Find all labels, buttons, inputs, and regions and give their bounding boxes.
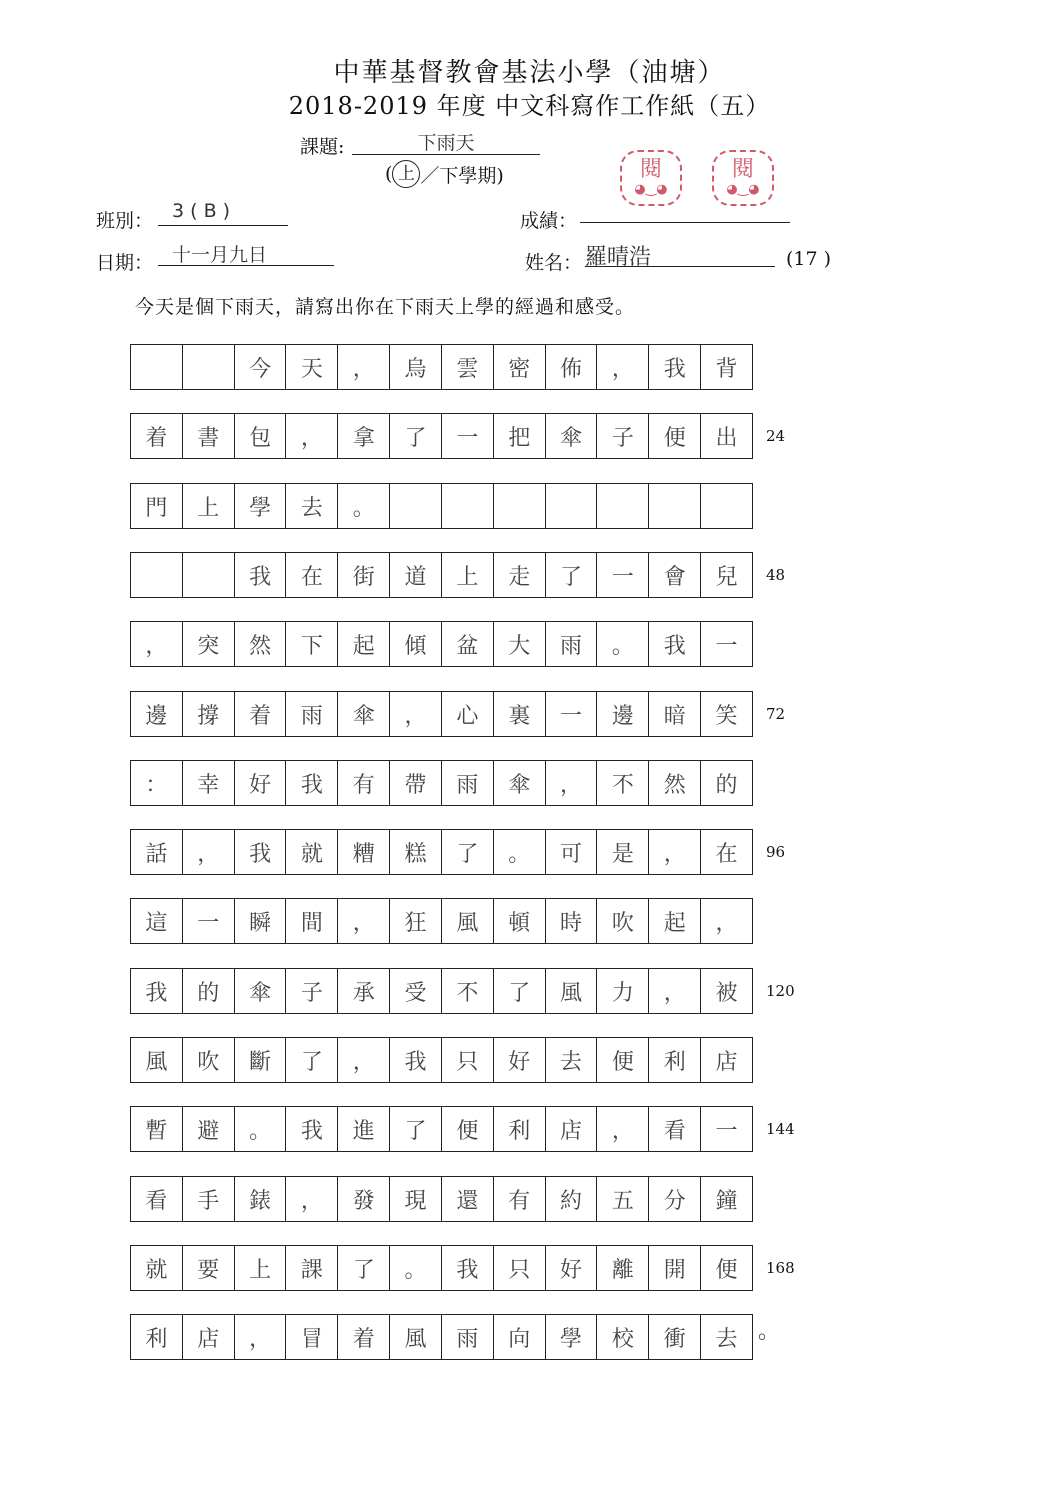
grid-cell: 裏	[494, 692, 546, 736]
grid-cell: 。	[338, 484, 390, 528]
word-count-marker: 48	[766, 566, 786, 584]
grid-cell	[131, 345, 183, 389]
grid-row	[130, 621, 753, 667]
topic-value: 下雨天	[352, 128, 540, 155]
grid-cell: 邊	[131, 692, 183, 736]
grid-cell: 邊	[597, 692, 649, 736]
grid-cell: 盆	[442, 622, 494, 666]
grid-cell: 看	[131, 1177, 183, 1221]
grid-cell: 傘	[338, 692, 390, 736]
grid-cell: 的	[715, 772, 738, 798]
grid-cell: ，	[597, 345, 649, 389]
grid-cell	[494, 484, 546, 528]
grid-cell: 我	[286, 761, 338, 805]
grid-cell: 傾	[390, 622, 442, 666]
grid-cell: 看	[649, 1107, 701, 1151]
grid-cell: ，	[183, 830, 235, 874]
grid-cell: 大	[494, 622, 546, 666]
grid-cell: 五	[597, 1177, 649, 1221]
grid-cell: 在	[286, 553, 338, 597]
grade-label: 成績：	[520, 210, 578, 232]
grid-cell: 分	[649, 1177, 701, 1221]
grid-cell	[183, 345, 235, 389]
grid-cell: 。	[597, 622, 649, 666]
grid-row	[130, 968, 753, 1014]
grid-cell: 約	[546, 1177, 598, 1221]
grid-cell: 有	[338, 761, 390, 805]
grid-cell: 一	[715, 1118, 738, 1144]
grid-cell: 笑	[715, 703, 738, 729]
grid-cell: 的	[183, 969, 235, 1013]
grid-cell: 店	[715, 1049, 738, 1075]
grid-cell: 在	[715, 841, 738, 867]
grid-cell: 好	[546, 1246, 598, 1290]
grid-cell: ，	[390, 692, 442, 736]
grid-row	[130, 1176, 753, 1222]
trailing-period: 。	[758, 1319, 781, 1344]
grid-cell: ，	[286, 414, 338, 458]
grid-cell: 糕	[390, 830, 442, 874]
grid-cell: ，	[649, 830, 701, 874]
grid-cell: 了	[546, 553, 598, 597]
grid-cell: 就	[286, 830, 338, 874]
grid-cell: 去	[286, 484, 338, 528]
grid-cell	[131, 553, 183, 597]
term-line	[385, 160, 504, 188]
term-rest: ／下學期)	[420, 164, 504, 187]
grid-cell: 撐	[183, 692, 235, 736]
grid-cell: 手	[183, 1177, 235, 1221]
grid-cell: 糟	[338, 830, 390, 874]
grid-cell: 校	[597, 1315, 649, 1359]
class-value: 3 ( B )	[158, 200, 288, 226]
grid-cell	[390, 484, 442, 528]
grid-cell: 學	[235, 484, 287, 528]
grid-cell: 瞬	[235, 899, 287, 943]
grid-row	[130, 760, 753, 806]
grid-cell: 進	[338, 1107, 390, 1151]
grid-cell: 只	[494, 1246, 546, 1290]
grid-cell: 街	[338, 553, 390, 597]
grid-cell: 起	[649, 899, 701, 943]
grid-cell: 雨	[442, 761, 494, 805]
grid-cell: 起	[338, 622, 390, 666]
grid-cell: 。	[235, 1107, 287, 1151]
grid-cell: 子	[597, 414, 649, 458]
grid-cell: ：	[131, 761, 183, 805]
grid-cell: 天	[286, 345, 338, 389]
grid-cell: ，	[235, 1315, 287, 1359]
word-count-marker: 96	[766, 843, 786, 861]
grid-cell: 暗	[649, 692, 701, 736]
writing-prompt: 今天是個下雨天，請寫出你在下雨天上學的經過和感受。	[135, 296, 636, 318]
grid-cell: 然	[649, 761, 701, 805]
grid-row	[130, 413, 753, 459]
grid-cell: 一	[183, 899, 235, 943]
grid-cell: ，	[597, 1107, 649, 1151]
grid-cell: 學	[546, 1315, 598, 1359]
grid-cell	[597, 484, 649, 528]
grid-cell: 今	[235, 345, 287, 389]
grid-cell: 門	[131, 484, 183, 528]
grid-cell: 去	[715, 1326, 738, 1352]
grid-cell: 。	[494, 830, 546, 874]
grid-row	[130, 483, 753, 529]
grid-cell: 上	[183, 484, 235, 528]
grid-cell: 吹	[597, 899, 649, 943]
grid-cell: 現	[390, 1177, 442, 1221]
grid-row	[130, 1245, 753, 1291]
grid-cell: 不	[442, 969, 494, 1013]
grid-cell: 離	[597, 1246, 649, 1290]
grid-cell: 便	[597, 1038, 649, 1082]
grid-cell: 道	[390, 553, 442, 597]
term-upper-circled: 上	[392, 160, 420, 188]
grid-cell: 這	[131, 899, 183, 943]
grid-cell: 心	[442, 692, 494, 736]
grid-cell: 了	[338, 1246, 390, 1290]
grid-cell: 帶	[390, 761, 442, 805]
grid-cell: 話	[131, 830, 183, 874]
grid-cell: 傘	[546, 414, 598, 458]
grid-row	[130, 898, 753, 944]
name-label: 姓名：	[525, 252, 583, 274]
grid-cell: 受	[390, 969, 442, 1013]
frog-icon: ◕‿◕	[634, 182, 668, 197]
grid-cell: 一	[546, 692, 598, 736]
grid-cell	[546, 484, 598, 528]
grid-cell: 承	[338, 969, 390, 1013]
grid-cell: 冒	[286, 1315, 338, 1359]
word-count-marker: 168	[766, 1259, 795, 1277]
grid-row	[130, 344, 753, 390]
grid-cell: 便	[715, 1257, 738, 1283]
grid-cell: 包	[235, 414, 287, 458]
grid-cell: 我	[649, 622, 701, 666]
grid-cell: 傘	[494, 761, 546, 805]
grid-cell: 我	[286, 1107, 338, 1151]
grid-cell: 風	[131, 1038, 183, 1082]
grid-cell: 我	[442, 1246, 494, 1290]
grid-cell: 避	[183, 1107, 235, 1151]
grid-cell: 發	[338, 1177, 390, 1221]
grid-row	[130, 552, 753, 598]
grid-cell: 書	[183, 414, 235, 458]
grid-cell: 雨	[442, 1315, 494, 1359]
grid-cell: 課	[286, 1246, 338, 1290]
grid-cell: 幸	[183, 761, 235, 805]
date-label: 日期：	[96, 252, 154, 274]
grid-cell: 了	[442, 830, 494, 874]
grid-cell: 風	[442, 899, 494, 943]
grid-cell: 突	[183, 622, 235, 666]
grid-cell: 我	[390, 1038, 442, 1082]
grid-cell: 還	[442, 1177, 494, 1221]
grid-cell: 出	[715, 425, 738, 451]
grid-cell: 被	[715, 980, 738, 1006]
class-label: 班別：	[96, 210, 154, 232]
student-number: (17 )	[786, 248, 832, 270]
term-open: (	[385, 163, 393, 185]
word-count-marker: 24	[766, 427, 786, 445]
grid-cell: 背	[715, 356, 738, 382]
grid-cell: 會	[649, 553, 701, 597]
grid-cell: ，	[338, 1038, 390, 1082]
grid-cell: 要	[183, 1246, 235, 1290]
topic-label: 課題:	[300, 136, 345, 158]
grid-cell: 我	[649, 345, 701, 389]
grid-cell: ，	[338, 899, 390, 943]
grid-cell: 了	[390, 414, 442, 458]
grid-cell: ，	[286, 1177, 338, 1221]
grid-cell: 了	[390, 1107, 442, 1151]
grid-cell: 兒	[715, 564, 738, 590]
grid-cell: 頓	[494, 899, 546, 943]
grid-cell: ，	[338, 345, 390, 389]
grid-row	[130, 1037, 753, 1083]
grid-cell: 走	[494, 553, 546, 597]
grid-cell: 開	[649, 1246, 701, 1290]
grid-cell	[183, 553, 235, 597]
word-count-marker: 72	[766, 705, 786, 723]
grid-cell: 我	[235, 553, 287, 597]
grid-cell: 了	[494, 969, 546, 1013]
grid-cell: 風	[390, 1315, 442, 1359]
grid-cell: 子	[286, 969, 338, 1013]
grid-cell: 我	[131, 969, 183, 1013]
grade-value	[580, 196, 790, 223]
grid-cell	[701, 484, 752, 528]
grid-cell: 好	[494, 1038, 546, 1082]
grid-cell: 時	[546, 899, 598, 943]
grid-cell: 不	[597, 761, 649, 805]
name-value: 羅晴浩	[585, 240, 775, 267]
grid-cell: 店	[183, 1315, 235, 1359]
grid-cell: 利	[649, 1038, 701, 1082]
grid-cell: 利	[131, 1315, 183, 1359]
grid-cell: 一	[597, 553, 649, 597]
grid-cell: 斷	[235, 1038, 287, 1082]
grid-cell: 一	[715, 633, 738, 659]
stamp-text: 閱	[731, 157, 754, 182]
grid-cell: ，	[649, 969, 701, 1013]
grid-cell: 好	[235, 761, 287, 805]
grid-cell: 間	[286, 899, 338, 943]
stamp-text: 閱	[639, 157, 662, 182]
grid-cell: 利	[494, 1107, 546, 1151]
grid-cell: 力	[597, 969, 649, 1013]
grid-cell: 上	[235, 1246, 287, 1290]
word-count-marker: 120	[766, 982, 795, 1000]
grid-cell: 暫	[131, 1107, 183, 1151]
grid-cell: 傘	[235, 969, 287, 1013]
grid-cell: 錶	[235, 1177, 287, 1221]
grid-cell: 着	[131, 414, 183, 458]
grid-row	[130, 691, 753, 737]
grid-row	[130, 1314, 753, 1360]
grid-cell: 店	[546, 1107, 598, 1151]
grid-cell: 向	[494, 1315, 546, 1359]
grid-cell: 雨	[546, 622, 598, 666]
grid-cell: 一	[442, 414, 494, 458]
grid-cell: 烏	[390, 345, 442, 389]
grid-cell: 就	[131, 1246, 183, 1290]
grid-cell: 風	[546, 969, 598, 1013]
grid-cell: 把	[494, 414, 546, 458]
grid-cell: 可	[546, 830, 598, 874]
grid-cell: 只	[442, 1038, 494, 1082]
grid-cell: 然	[235, 622, 287, 666]
grid-cell: 便	[649, 414, 701, 458]
grid-cell: 狂	[390, 899, 442, 943]
grid-cell: ，	[546, 761, 598, 805]
grid-cell: 吹	[183, 1038, 235, 1082]
grid-cell: 衝	[649, 1315, 701, 1359]
grid-cell: ，	[715, 910, 738, 936]
grid-cell: 上	[442, 553, 494, 597]
date-value: 十一月九日	[158, 240, 334, 266]
grid-cell: 。	[390, 1246, 442, 1290]
grid-cell: 是	[597, 830, 649, 874]
grid-cell: 便	[442, 1107, 494, 1151]
grid-row	[130, 1106, 753, 1152]
school-title: 中華基督教會基法小學（油塘）	[333, 58, 726, 88]
grid-cell: ，	[131, 622, 183, 666]
word-count-marker: 144	[766, 1120, 795, 1138]
grid-cell	[442, 484, 494, 528]
grid-cell: 有	[494, 1177, 546, 1221]
grid-cell: 着	[338, 1315, 390, 1359]
grid-cell: 下	[286, 622, 338, 666]
grid-cell: 了	[286, 1038, 338, 1082]
grid-cell: 密	[494, 345, 546, 389]
grid-cell: 雨	[286, 692, 338, 736]
grid-cell: 佈	[546, 345, 598, 389]
grid-cell: 着	[235, 692, 287, 736]
grid-cell: 雲	[442, 345, 494, 389]
worksheet-subtitle: 2018-2019 年度 中文科寫作工作紙（五）	[288, 92, 771, 120]
grid-cell: 我	[235, 830, 287, 874]
grid-cell: 拿	[338, 414, 390, 458]
grid-cell: 鐘	[715, 1188, 738, 1214]
grid-cell	[649, 484, 701, 528]
frog-icon: ◕‿◕	[726, 182, 760, 197]
grid-cell: 去	[546, 1038, 598, 1082]
grid-row	[130, 829, 753, 875]
